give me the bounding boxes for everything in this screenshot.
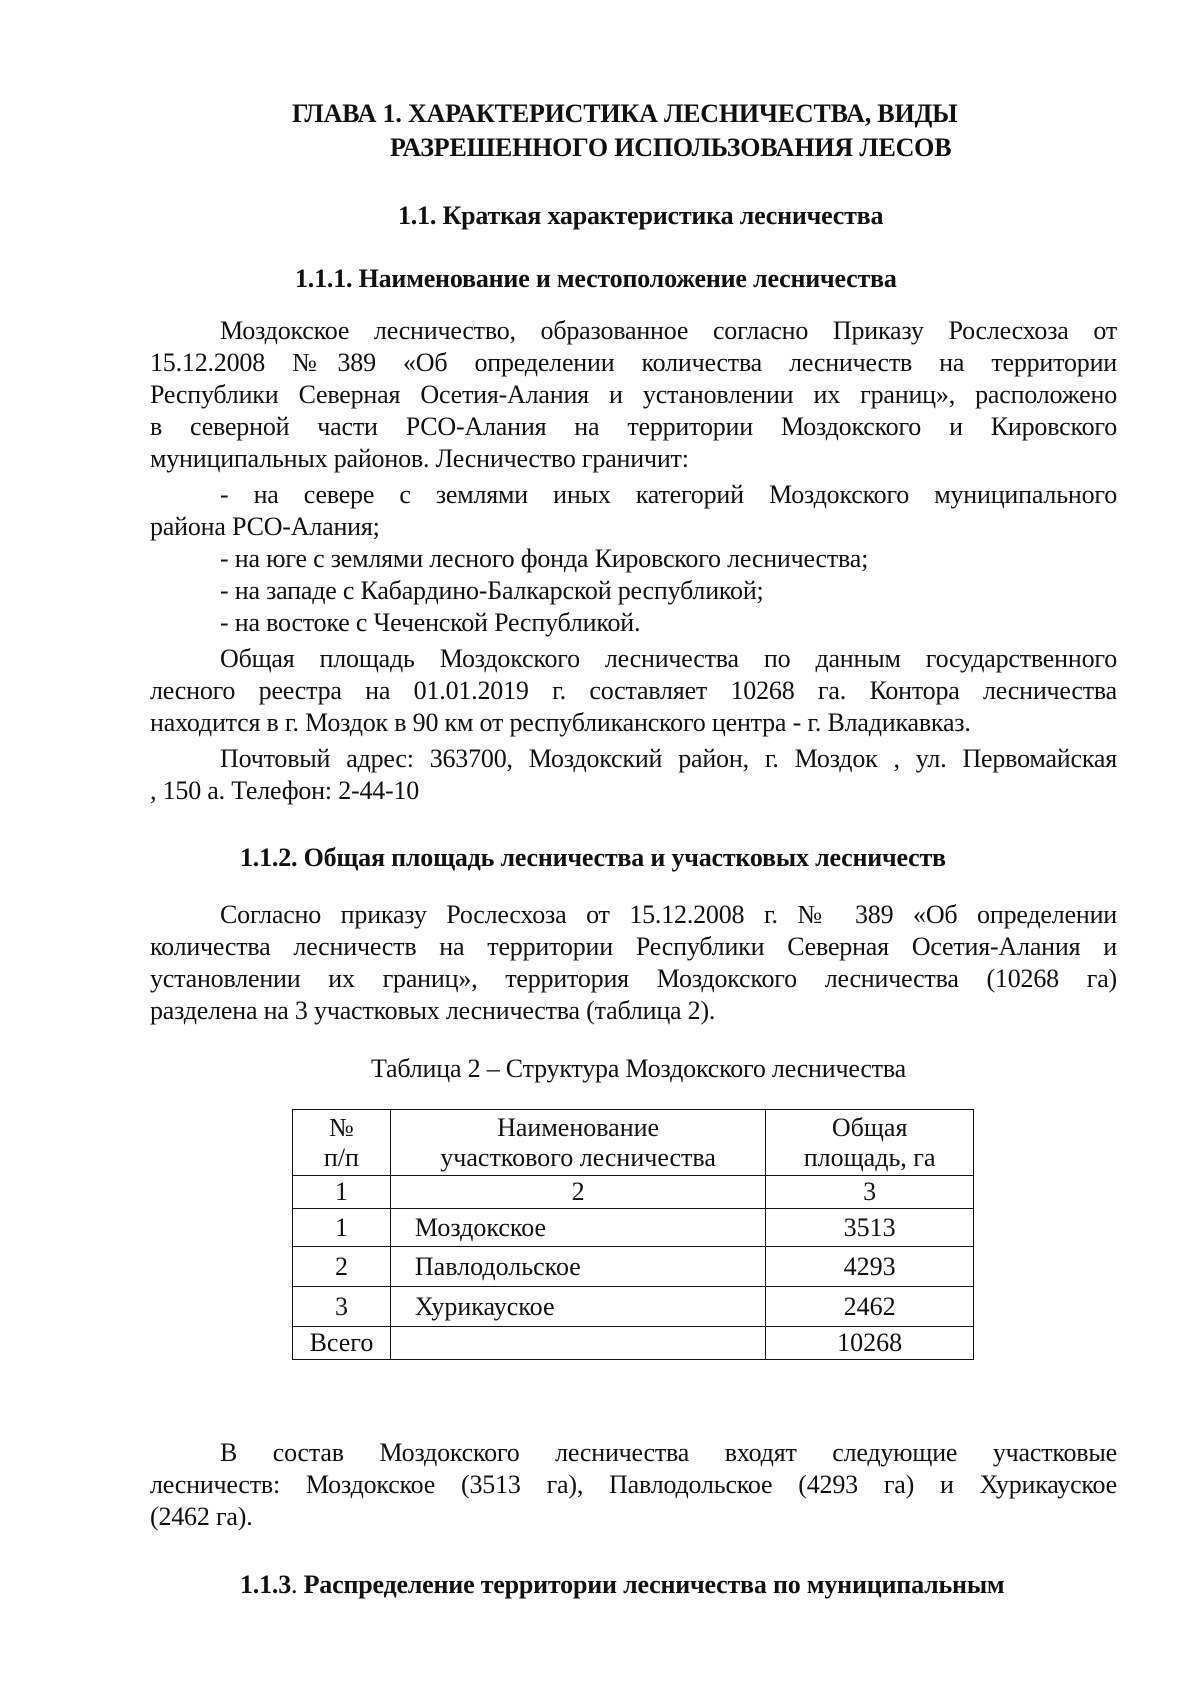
header-text: Общая	[831, 1112, 908, 1142]
table-cell: Всего	[293, 1327, 391, 1360]
table-cell: 2	[293, 1247, 391, 1287]
list-item-west: - на западе с Кабардино-Балкарской республикой;	[220, 576, 764, 605]
paragraph-line: Согласно приказу Рослесхоза от 15.12.2008 г. № 389 «Об определении	[220, 900, 1117, 929]
header-text: №	[329, 1112, 354, 1142]
table-row	[293, 1247, 974, 1287]
table-cell	[390, 1327, 765, 1360]
table-header-row	[293, 1110, 974, 1176]
table-row	[293, 1287, 974, 1327]
section-1-1-2-heading: 1.1.2. Общая площадь лесничества и участковых лесничеств	[240, 843, 946, 872]
header-text: п/п	[323, 1142, 359, 1172]
table-cell: 2462	[766, 1287, 974, 1327]
heading-text-bold: Распределение территории лесничества по муниципальным	[297, 1570, 1005, 1599]
table-cell: 4293	[766, 1247, 974, 1287]
list-item-east: - на востоке с Чеченской Республикой.	[220, 608, 641, 637]
table-index-row	[293, 1176, 974, 1209]
forestry-structure-table	[292, 1109, 974, 1360]
section-1-1-3-heading	[240, 1569, 1004, 1601]
header-cell-name	[390, 1110, 765, 1176]
paragraph-line: района РСО-Алания;	[150, 512, 380, 541]
table-cell: 2	[390, 1176, 765, 1209]
table-cell: 3	[293, 1287, 391, 1327]
paragraph-line: (2462 га).	[150, 1502, 253, 1531]
heading-number: 1.1.3	[240, 1570, 292, 1599]
table-cell: Хурикауское	[390, 1287, 765, 1327]
section-1-1-heading: 1.1. Краткая характеристика лесничества	[398, 201, 884, 230]
paragraph-line: Республики Северная Осетия-Алания и установлении их границ», расположено	[150, 380, 1117, 409]
table-cell: Павлодольское	[390, 1247, 765, 1287]
paragraph-line: Моздокское лесничество, образованное согласно Приказу Рослесхоза от	[220, 316, 1117, 345]
section-1-1-1-heading: 1.1.1. Наименование и местоположение лесничества	[295, 264, 897, 293]
table-cell: 3513	[766, 1209, 974, 1247]
paragraph-line: лесничеств: Моздокское (3513 га), Павлодольское (4293 га) и Хурикауское	[150, 1470, 1117, 1499]
table-cell: 1	[293, 1209, 391, 1247]
table-total-row	[293, 1327, 974, 1360]
heading-text: .	[291, 1570, 298, 1599]
paragraph-line: муниципальных районов. Лесничество граничит:	[150, 444, 689, 473]
paragraph-line: находится в г. Моздок в 90 км от республиканского центра - г. Владикавказ.	[150, 708, 971, 737]
header-cell-area	[766, 1110, 974, 1176]
paragraph-line: Общая площадь Моздокского лесничества по данным государственного	[220, 644, 1117, 673]
table-cell: 3	[766, 1176, 974, 1209]
chapter-title-line-2: РАЗРЕШЕННОГО ИСПОЛЬЗОВАНИЯ ЛЕСОВ	[390, 133, 952, 162]
table-cell: 1	[293, 1176, 391, 1209]
header-text: площадь, га	[803, 1142, 936, 1172]
header-text: участкового лесничества	[440, 1142, 716, 1172]
table-caption: Таблица 2 – Структура Моздокского лесничества	[371, 1054, 906, 1083]
paragraph-line: количества лесничеств на территории Республики Северная Осетия-Алания и	[150, 932, 1117, 961]
header-cell-number	[293, 1110, 391, 1176]
list-item-south: - на юге с землями лесного фонда Кировского лесничества;	[220, 544, 869, 573]
header-text: Наименование	[497, 1112, 660, 1142]
chapter-title-line-1: ГЛАВА 1. ХАРАКТЕРИСТИКА ЛЕСНИЧЕСТВА, ВИДЫ	[292, 99, 958, 128]
paragraph-line: в северной части РСО-Алания на территории Моздокского и Кировского	[150, 412, 1117, 441]
paragraph-line: разделена на 3 участковых лесничества (таблица 2).	[150, 996, 716, 1025]
table-cell: 10268	[766, 1327, 974, 1360]
table-cell: Моздокское	[390, 1209, 765, 1247]
paragraph-line: В состав Моздокского лесничества входят следующие участковые	[220, 1438, 1117, 1467]
paragraph-line: установлении их границ», территория Моздокского лесничества (10268 га)	[150, 964, 1117, 993]
phone-line: , 150 а. Телефон: 2-44-10	[150, 776, 420, 805]
list-item-north: - на севере с землями иных категорий Моздокского муниципального	[220, 480, 1117, 509]
paragraph-line: 15.12.2008 №389 «Об определении количества лесничеств на территории	[150, 348, 1117, 377]
paragraph-line: лесного реестра на 01.01.2019 г. составляет 10268 га. Контора лесничества	[150, 676, 1117, 705]
postal-address-line: Почтовый адрес: 363700, Моздокский район, г. Моздок , ул. Первомайская	[220, 744, 1117, 773]
table-row	[293, 1209, 974, 1247]
